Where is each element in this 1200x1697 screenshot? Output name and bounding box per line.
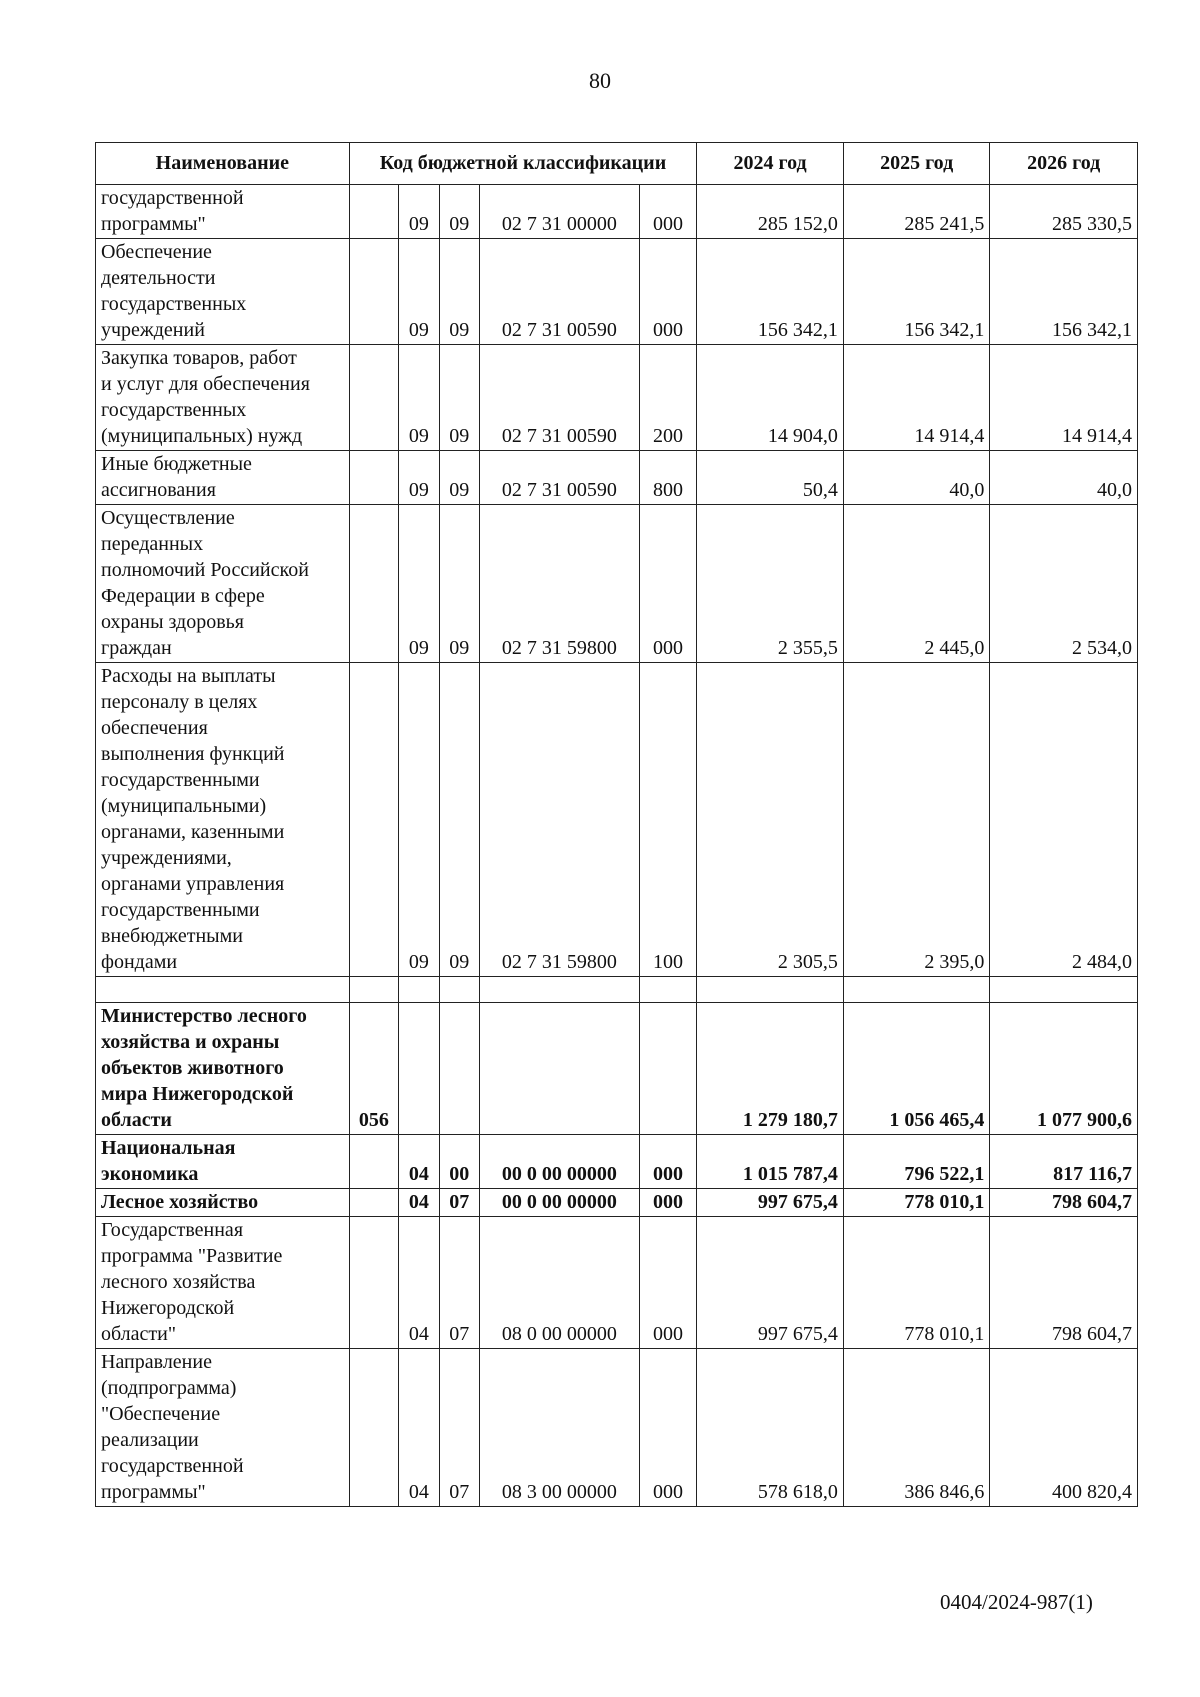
row-name: Расходы на выплаты персоналу в целях обеспечения выполнения функций государственными (муниципальными) органами, казенными учреждениями, органами управления государственными внебюджетными фондами: [96, 663, 350, 977]
row-2025: 156 342,1: [843, 239, 990, 345]
document-number: 0404/2024-987(1): [940, 1590, 1093, 1614]
row-subsection: 07: [439, 1349, 479, 1507]
row-2025: 386 846,6: [843, 1349, 990, 1507]
row-subsection: 07: [439, 1217, 479, 1349]
row-2024: 1 015 787,4: [697, 1135, 844, 1189]
row-subsection: 09: [439, 663, 479, 977]
table-row-subsection: [96, 1189, 1138, 1217]
row-2024: 156 342,1: [697, 239, 844, 345]
row-target: 02 7 31 00000: [480, 185, 640, 239]
row-2026: 798 604,7: [990, 1189, 1138, 1217]
row-2024: 50,4: [697, 451, 844, 505]
row-2025: 1 056 465,4: [843, 1003, 990, 1135]
table-row-ministry: [96, 1003, 1138, 1135]
row-target: 02 7 31 59800: [480, 505, 640, 663]
row-type: 000: [639, 185, 697, 239]
row-2025: 2 395,0: [843, 663, 990, 977]
row-section: 09: [399, 663, 439, 977]
row-subsection: 09: [439, 505, 479, 663]
row-2026: 14 914,4: [990, 345, 1138, 451]
row-2024: 14 904,0: [697, 345, 844, 451]
row-name: государственной программы": [96, 185, 350, 239]
header-2025: 2025 год: [843, 143, 990, 185]
row-name: Направление (подпрограмма) "Обеспечение реализации государственной программы": [96, 1349, 350, 1507]
row-dept: [349, 1217, 399, 1349]
row-section: 04: [399, 1349, 439, 1507]
spacer-cell: [96, 977, 350, 1003]
row-target: 08 3 00 00000: [480, 1349, 640, 1507]
row-dept: [349, 1349, 399, 1507]
row-target: 00 0 00 00000: [480, 1135, 640, 1189]
row-section: 09: [399, 505, 439, 663]
row-section: 09: [399, 185, 439, 239]
row-2025: 14 914,4: [843, 345, 990, 451]
row-dept: [349, 239, 399, 345]
row-name: Государственная программа "Развитие лесного хозяйства Нижегородской области": [96, 1217, 350, 1349]
row-2026: 2 534,0: [990, 505, 1138, 663]
row-type: 000: [639, 239, 697, 345]
row-2026: 817 116,7: [990, 1135, 1138, 1189]
row-target: 02 7 31 59800: [480, 663, 640, 977]
spacer-cell: [843, 977, 990, 1003]
row-2026: 40,0: [990, 451, 1138, 505]
spacer-cell: [639, 977, 697, 1003]
row-subsection: 07: [439, 1189, 479, 1217]
table-row: [96, 451, 1138, 505]
row-section: 09: [399, 451, 439, 505]
row-name: Министерство лесного хозяйства и охраны объектов животного мира Нижегородской области: [96, 1003, 350, 1135]
row-2024: 997 675,4: [697, 1217, 844, 1349]
row-2024: 578 618,0: [697, 1349, 844, 1507]
spacer-cell: [439, 977, 479, 1003]
row-2024: 1 279 180,7: [697, 1003, 844, 1135]
row-section: 09: [399, 345, 439, 451]
table-row: [96, 185, 1138, 239]
row-type: [639, 1003, 697, 1135]
table-row-section: [96, 1135, 1138, 1189]
spacer-cell: [480, 977, 640, 1003]
row-type: 200: [639, 345, 697, 451]
table-row: [96, 345, 1138, 451]
row-2024: 285 152,0: [697, 185, 844, 239]
row-section: 04: [399, 1135, 439, 1189]
row-dept: [349, 505, 399, 663]
header-code: Код бюджетной классификации: [349, 143, 697, 185]
table-row: [96, 663, 1138, 977]
spacer-cell: [990, 977, 1138, 1003]
row-dept: 056: [349, 1003, 399, 1135]
row-target: [480, 1003, 640, 1135]
header-name: Наименование: [96, 143, 350, 185]
row-2025: 778 010,1: [843, 1189, 990, 1217]
row-type: 000: [639, 1189, 697, 1217]
row-target: 00 0 00 00000: [480, 1189, 640, 1217]
table-row: [96, 505, 1138, 663]
row-2026: 156 342,1: [990, 239, 1138, 345]
row-section: 09: [399, 239, 439, 345]
row-dept: [349, 451, 399, 505]
spacer-cell: [399, 977, 439, 1003]
row-2025: 778 010,1: [843, 1217, 990, 1349]
row-dept: [349, 663, 399, 977]
row-section: [399, 1003, 439, 1135]
row-subsection: 09: [439, 185, 479, 239]
row-subsection: 09: [439, 239, 479, 345]
row-name: Национальная экономика: [96, 1135, 350, 1189]
row-2026: 1 077 900,6: [990, 1003, 1138, 1135]
row-type: 000: [639, 1217, 697, 1349]
row-name: Лесное хозяйство: [96, 1189, 350, 1217]
row-name: Обеспечение деятельности государственных учреждений: [96, 239, 350, 345]
row-2025: 796 522,1: [843, 1135, 990, 1189]
row-dept: [349, 185, 399, 239]
row-section: 04: [399, 1217, 439, 1349]
row-target: 02 7 31 00590: [480, 345, 640, 451]
row-type: 000: [639, 1349, 697, 1507]
row-target: 08 0 00 00000: [480, 1217, 640, 1349]
table-row: [96, 1349, 1138, 1507]
row-section: 04: [399, 1189, 439, 1217]
row-2024: 997 675,4: [697, 1189, 844, 1217]
row-2026: 2 484,0: [990, 663, 1138, 977]
row-2026: 798 604,7: [990, 1217, 1138, 1349]
table-spacer-row: [96, 977, 1138, 1003]
row-target: 02 7 31 00590: [480, 451, 640, 505]
table-header-row: [96, 143, 1138, 185]
row-2024: 2 305,5: [697, 663, 844, 977]
row-subsection: 09: [439, 451, 479, 505]
budget-table: [95, 142, 1138, 1507]
row-subsection: 09: [439, 345, 479, 451]
row-target: 02 7 31 00590: [480, 239, 640, 345]
row-dept: [349, 1189, 399, 1217]
row-name: Осуществление переданных полномочий Российской Федерации в сфере охраны здоровья граждан: [96, 505, 350, 663]
row-2025: 2 445,0: [843, 505, 990, 663]
row-name: Иные бюджетные ассигнования: [96, 451, 350, 505]
row-subsection: [439, 1003, 479, 1135]
header-2026: 2026 год: [990, 143, 1138, 185]
row-2024: 2 355,5: [697, 505, 844, 663]
page-number: 80: [589, 68, 611, 93]
spacer-cell: [697, 977, 844, 1003]
row-name: Закупка товаров, работ и услуг для обеспечения государственных (муниципальных) нужд: [96, 345, 350, 451]
row-type: 100: [639, 663, 697, 977]
row-type: 000: [639, 1135, 697, 1189]
row-2026: 400 820,4: [990, 1349, 1138, 1507]
row-2025: 40,0: [843, 451, 990, 505]
row-type: 000: [639, 505, 697, 663]
row-dept: [349, 345, 399, 451]
row-type: 800: [639, 451, 697, 505]
header-2024: 2024 год: [697, 143, 844, 185]
row-2025: 285 241,5: [843, 185, 990, 239]
row-2026: 285 330,5: [990, 185, 1138, 239]
row-subsection: 00: [439, 1135, 479, 1189]
row-dept: [349, 1135, 399, 1189]
spacer-cell: [349, 977, 399, 1003]
table-row: [96, 1217, 1138, 1349]
table-row: [96, 239, 1138, 345]
